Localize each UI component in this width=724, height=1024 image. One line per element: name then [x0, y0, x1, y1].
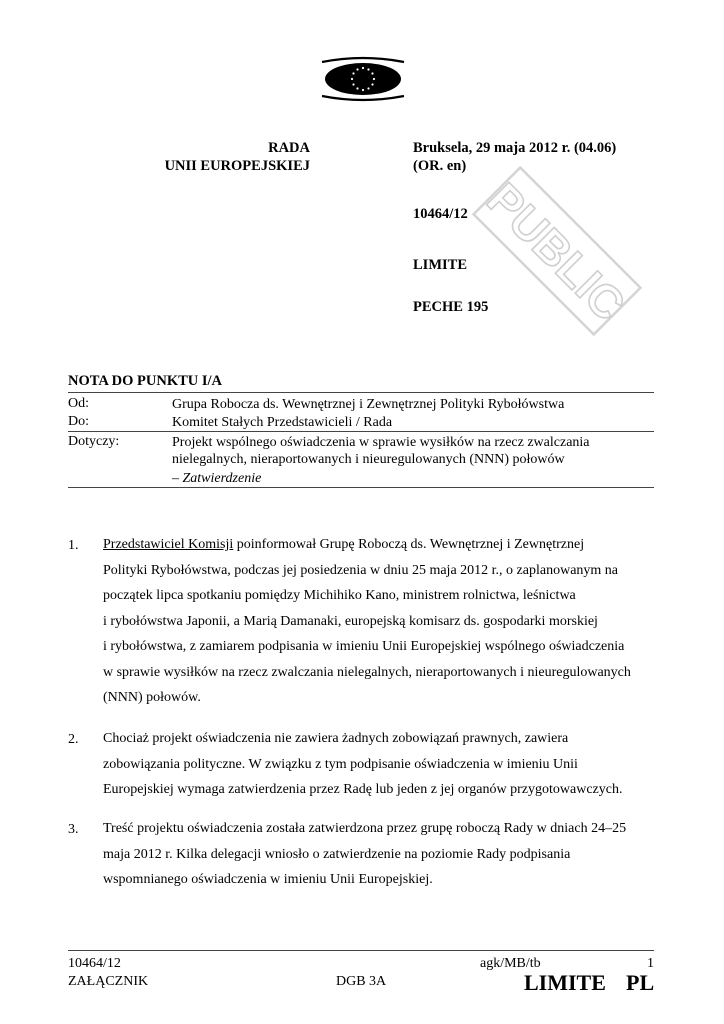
footer-annex: ZAŁĄCZNIK	[68, 974, 149, 989]
issuer-line-2: UNII EUROPEJSKIEJ	[164, 158, 310, 174]
subject-code: PECHE 195	[413, 299, 489, 315]
page-number: 1	[647, 956, 654, 971]
eu-council-logo	[318, 56, 408, 102]
date-block	[413, 139, 616, 175]
to-value: Komitet Stałych Przedstawicieli / Rada	[172, 415, 393, 430]
classification: LIMITE	[413, 257, 467, 273]
footer-language: PL	[626, 970, 655, 995]
issuer-block	[120, 139, 310, 175]
from-label: Od:	[68, 396, 89, 411]
paragraph-line: i rybołówstwa Japonii, a Marią Damanaki, europejską komisarz ds. gospodarki morskiej	[103, 613, 598, 629]
paragraph-line: i rybołówstwa, z zamiarem podpisania w imieniu Unii Europejskiej wspólnego oświadczenia	[103, 639, 625, 654]
to-label: Do:	[68, 414, 89, 429]
paragraph-line: maja 2012 r. Kilka delegacji wniosło o zatwierdzenie na poziomie Rady podpisania	[103, 846, 571, 862]
svg-text:PUBLIC: PUBLIC	[477, 172, 636, 331]
paragraph-number: 3.	[68, 822, 79, 837]
paragraph-line: (NNN) połowów.	[103, 690, 201, 705]
paragraph-line: początek lipca spotkaniu pomiędzy Michihiko Kano, ministrem rolnictwa, leśnictwa	[103, 588, 576, 603]
subject-label: Dotyczy:	[68, 434, 120, 449]
footer-divider	[68, 950, 654, 951]
paragraph-number: 2.	[68, 732, 79, 747]
subject-approval: – Zatwierdzenie	[172, 471, 262, 486]
paragraph-line: Przedstawiciel Komisji poinformował Grupę Roboczą ds. Wewnętrznej i Zewnętrznej	[103, 537, 585, 552]
note-title: NOTA DO PUNKTU I/A	[68, 373, 223, 389]
original-language: (OR. en)	[413, 158, 467, 174]
paragraph-line: Chociaż projekt oświadczenia nie zawiera żadnych zobowiązań prawnych, zawiera	[103, 731, 569, 746]
footer-dgb: DGB 3A	[336, 974, 387, 989]
issuer-line-1: RADA	[268, 140, 310, 156]
paragraph-2	[103, 726, 663, 803]
footer-initials: agk/MB/tb	[480, 956, 541, 971]
paragraph-line: Treść projektu oświadczenia została zatwierdzona przez grupę roboczą Rady w dniach 24–25	[103, 821, 627, 836]
paragraph-line: Polityki Rybołówstwa, podczas jej posiedzenia w dniu 25 maja 2012 r., o zaplanowanym na	[103, 562, 619, 578]
underlined-phrase: Przedstawiciel Komisji	[103, 537, 234, 552]
paragraph-3	[103, 816, 663, 893]
document-number: 10464/12	[413, 206, 468, 222]
place-date: Bruksela, 29 maja 2012 r. (04.06)	[413, 140, 617, 156]
footer-limite: LIMITE	[524, 970, 606, 995]
from-value: Grupa Robocza ds. Wewnętrznej i Zewnętrznej Polityki Rybołówstwa	[172, 397, 565, 412]
paragraph-number: 1.	[68, 538, 79, 553]
paragraph-1	[103, 532, 663, 711]
divider	[68, 392, 654, 393]
footer-doc-number: 10464/12	[68, 956, 121, 971]
paragraph-line: Europejskiej wymaga zatwierdzenia przez Radę lub jeden z jej organów przygotowawczych.	[103, 782, 623, 797]
divider	[68, 487, 654, 488]
paragraph-line: wspomnianego oświadczenia w imieniu Unii Europejskiej.	[103, 872, 433, 887]
subject-value: Projekt wspólnego oświadczenia w sprawie wysiłków na rzecz zwalczania nielegalnych, nieraportowanych i nieuregulowanych (NNN) połowów	[172, 435, 590, 467]
divider	[68, 431, 654, 432]
paragraph-line: w sprawie wysiłków na rzecz zwalczania nielegalnych, nieraportowanych i nieuregulowanych	[103, 664, 631, 680]
paragraph-line: zobowiązania polityczne. W związku z tym podpisanie oświadczenia w imieniu Unii	[103, 756, 578, 772]
